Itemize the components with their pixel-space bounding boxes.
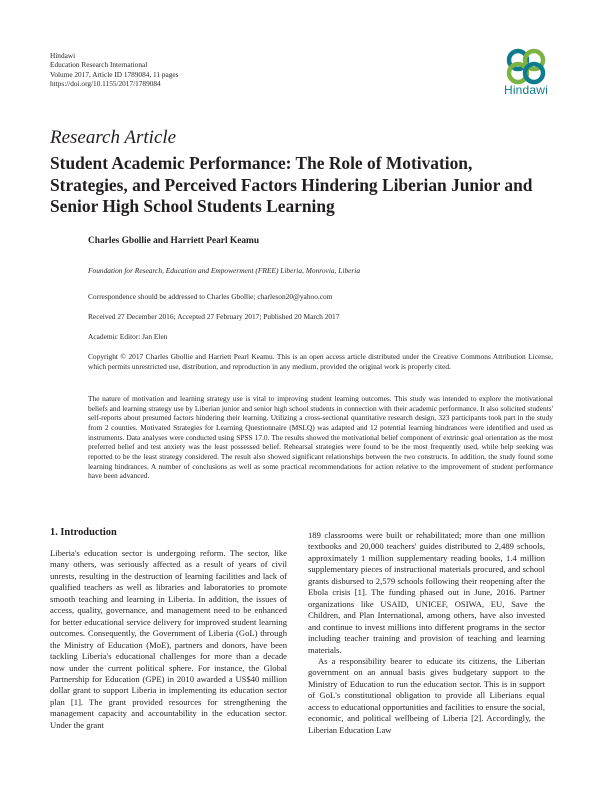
doi-link[interactable]: https://doi.org/10.1155/2017/1789084 <box>50 79 161 89</box>
intro-paragraph-2: 189 classrooms were built or rehabilitated; more than one million textbooks and 20,000 teachers' guides distributed to 2,489 schools, approximately 1 million supplementary reading books, 1.4 million supplementary pieces of instructional materials procured, and school grants disbursed to 2,579 schools following their reopening after the Ebola crisis [1]. The funding phased out in June, 2016. Partner organizations like USAID, UNICEF, OSIWA, EU, Save the Children, and Plan International, among others, have also invested and continue to invest millions into different programs in the sector including teacher training and provision of teaching and learning materials. <box>308 530 545 655</box>
hindawi-logo-icon <box>504 47 548 85</box>
journal-name: Education Research International <box>50 60 148 70</box>
journal-meta <box>50 51 179 89</box>
publication-dates: Received 27 December 2016; Accepted 27 February 2017; Published 20 March 2017 <box>88 312 340 321</box>
hindawi-logo <box>494 47 558 97</box>
left-column <box>50 548 287 731</box>
publisher-name: Hindawi <box>50 51 76 60</box>
copyright-notice: Copyright © 2017 Charles Gbollie and Harriett Pearl Keamu. This is an open access article distributed under the Creative Commons Attribution License, which permits unrestricted use, distribution, and reproduction in any medium, provided the original work is properly cited. <box>88 352 553 371</box>
paper-title: Student Academic Performance: The Role of Motivation, Strategies, and Perceived Factors Hindering Liberian Junior and Senior High School Students Learning <box>50 153 533 216</box>
intro-paragraph-1: Liberia's education sector is undergoing reform. The sector, like many others, was seriously affected as a result of years of civil unrests, resulting in the destruction of learning facilities and lack of qualified teachers as well as libraries and laboratories to promote smooth teaching and learning in Liberia. In addition, the issues of access, quality, governance, and management need to be enhanced for better educational service delivery for improved student learning outcomes. Consequently, the Government of Liberia (GoL) through the Ministry of Education (MoE), partners and donors, have been tackling Liberia's educational challenges for more than a decade now under the current political sphere. For instance, the Global Partnership for Education (GPE) in 2010 awarded a US$40 million dollar grant to support Liberia in implementing its education sector plan [1]. The grant provided resources for strengthening the management capacity and accountability in the education sector. Under the grant <box>50 548 287 730</box>
article-type: Research Article <box>50 127 177 148</box>
authors: Charles Gbollie and Harriett Pearl Keamu <box>88 236 260 246</box>
abstract: The nature of motivation and learning strategy use is vital to improving student learning outcomes. This study was intended to explore the motivational beliefs and learning strategy use by Liberian junior and senior high school students in connection with their academic performance. It also solicited students' self-reports about presumed factors hindering their learning. Utilizing a cross-sectional quantitative research design, 323 participants took part in the study from 2 counties. Motivated Strategies for Learning Questionnaire (MSLQ) was adapted and 12 potential learning hindrances were identified and used as instruments. Data analyses were conducted using SPSS 17.0. The results showed the motivational belief component of extrinsic goal orientation as the most preferred belief and test anxiety was the least possessed belief. Rehearsal strategies were found to be the most frequently used, while help seeking was reported to be the least strategy considered. The result also showed significant relationships between the two constructs. In addition, the study found some learning hindrances. A number of conclusions as well as some practical recommendations for action relative to the improvement of student performance have been advanced. <box>88 394 553 481</box>
academic-editor: Academic Editor: Jan Elen <box>88 332 168 341</box>
right-column <box>308 530 545 736</box>
affiliation: Foundation for Research, Education and Empowerment (FREE) Liberia, Monrovia, Liberia <box>88 266 361 275</box>
section-heading: 1. Introduction <box>50 527 117 538</box>
volume-info: Volume 2017, Article ID 1789084, 11 pages <box>50 69 179 79</box>
logo-wordmark: Hindawi <box>503 83 549 97</box>
correspondence: Correspondence should be addressed to Charles Gbollie; charleson20@yahoo.com <box>88 292 333 301</box>
intro-paragraph-3: As a responsibility bearer to educate its citizens, the Liberian government on an annual basis gives budgetary support to the Ministry of Education to run the education sector. This is in support of GoL's constitutional obligation to provide all Liberians equal access to educational opportunities and facilities to ensure the social, economic, and political wellbeing of Liberia [2]. Accordingly, the Liberian Education Law <box>308 655 545 735</box>
